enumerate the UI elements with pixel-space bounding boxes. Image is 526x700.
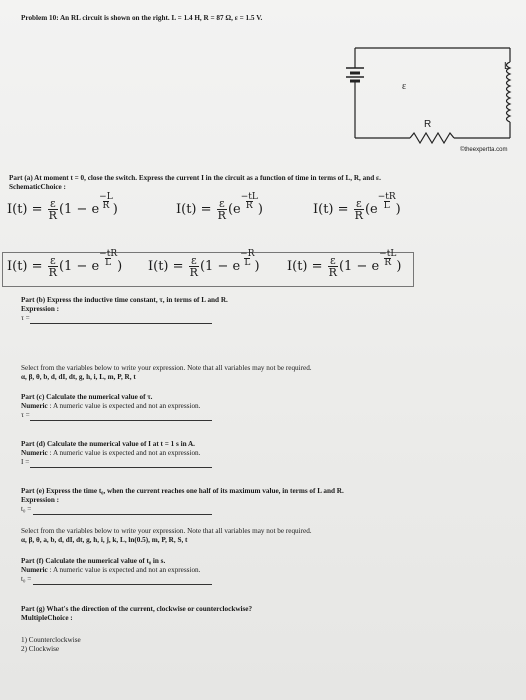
formula-fraction	[189, 255, 199, 278]
formula-base: (1 − e	[58, 259, 100, 274]
formula-close: )	[112, 202, 118, 217]
exponent-fraction	[99, 193, 113, 210]
formula-fraction	[328, 255, 338, 278]
watermark-text: ©theexpertta.com	[460, 147, 508, 153]
part-f-text: Part (f) Calculate the numerical value of t₀ in s.	[21, 557, 166, 565]
part-a-type: SchematicChoice :	[9, 183, 66, 191]
problem-header: Problem 10: An RL circuit is shown on the right. L = 1.4 H, R = 87 Ω, ε = 1.5 V.	[21, 14, 263, 22]
formula-denominator: R	[217, 209, 226, 222]
formula-fraction	[354, 198, 364, 221]
formula-denominator: R	[189, 266, 198, 279]
choice-option-1[interactable]	[7, 192, 118, 222]
choice-option-5[interactable]	[148, 249, 260, 279]
formula-lhs: I(t) =	[313, 202, 353, 217]
emf-label: ε	[402, 81, 407, 92]
formula-lhs: I(t) =	[287, 259, 327, 274]
rl-circuit-diagram	[330, 40, 520, 155]
formula-base: (e	[364, 202, 378, 217]
part-d-note: : A numeric value is expected and not an expression.	[49, 449, 201, 457]
choice-option-4[interactable]	[7, 249, 123, 279]
exponent-numerator: −L	[99, 192, 113, 202]
formula-lhs: I(t) =	[176, 202, 216, 217]
exponent-denominator: L	[105, 258, 112, 268]
formula-exponent	[379, 249, 396, 267]
exponent-numerator: −tR	[377, 192, 396, 202]
part-e-type: Expression :	[21, 496, 60, 504]
part-f-type: Numeric	[21, 566, 48, 574]
battery-symbol	[346, 68, 364, 81]
part-b-vars: α, β, θ, b, d, dI, dt, g, h, i, L, m, P, R, t	[21, 373, 136, 381]
exponent-denominator: L	[383, 201, 390, 211]
exponent-fraction	[379, 250, 396, 267]
part-g-text: Part (g) What's the direction of the current, clockwise or counterclockwise?	[21, 605, 253, 613]
formula-denominator: R	[328, 266, 337, 279]
part-d-text: Part (d) Calculate the numerical value of I at t = 1 s in A.	[21, 440, 195, 448]
part-d-answer-label: I =	[21, 458, 30, 466]
part-c-answer-field[interactable]	[30, 420, 212, 421]
choice-option-2[interactable]	[176, 192, 263, 222]
part-f-note: : A numeric value is expected and not an expression.	[49, 566, 201, 574]
formula-base: (1 − e	[199, 259, 241, 274]
formula-base: (e	[227, 202, 241, 217]
formula-base: (1 − e	[58, 202, 100, 217]
formula-denominator: R	[48, 209, 57, 222]
exponent-fraction	[99, 250, 117, 267]
exponent-fraction	[378, 193, 396, 210]
exponent-numerator: −tL	[379, 249, 397, 259]
part-g-type: MultipleChoice :	[21, 614, 73, 622]
part-b-vars-intro: Select from the variables below to write your expression. Note that all variables may not be required.	[21, 364, 312, 372]
resistor-symbol	[410, 133, 454, 143]
exponent-fraction	[241, 193, 258, 210]
exponent-numerator: −tL	[240, 192, 258, 202]
exponent-numerator: −R	[240, 249, 255, 259]
part-c-text: Part (c) Calculate the numerical value of τ.	[21, 393, 153, 401]
choice-option-6[interactable]	[287, 249, 402, 279]
formula-fraction	[48, 198, 58, 221]
formula-exponent	[240, 249, 254, 267]
formula-numerator: ε	[329, 254, 336, 267]
part-c-answer-label: τ =	[21, 411, 30, 419]
exponent-denominator: R	[384, 258, 392, 268]
formula-numerator: ε	[355, 197, 362, 210]
formula-exponent	[241, 192, 258, 210]
part-b-type: Expression :	[21, 305, 60, 313]
part-e-answer-label: t₀ =	[21, 505, 32, 513]
exponent-denominator: R	[102, 201, 110, 211]
part-e-text: Part (e) Express the time t₀, when the current reaches one half of its maximum value, in terms of L and R.	[21, 487, 344, 495]
formula-close: )	[254, 259, 260, 274]
formula-numerator: ε	[190, 254, 197, 267]
choice-clockwise[interactable]: 2) Clockwise	[21, 645, 60, 653]
part-b-text: Part (b) Express the inductive time constant, τ, in terms of L and R.	[21, 296, 228, 304]
resistor-label: R	[424, 119, 432, 130]
formula-numerator: ε	[49, 254, 56, 267]
inductor-label: L	[504, 61, 510, 72]
part-a-text: Part (a) At moment t = 0, close the switch. Express the current I in the circuit as a function of time in terms of L, R, and ε.	[9, 174, 381, 182]
formula-lhs: I(t) =	[7, 259, 47, 274]
exponent-denominator: R	[245, 201, 253, 211]
formula-numerator: ε	[218, 197, 225, 210]
formula-base: (1 − e	[338, 259, 380, 274]
formula-numerator: ε	[49, 197, 56, 210]
exponent-denominator: L	[244, 258, 251, 268]
formula-close: )	[117, 259, 123, 274]
formula-exponent	[99, 249, 117, 267]
formula-fraction	[48, 255, 58, 278]
part-c-note: : A numeric value is expected and not an expression.	[49, 402, 201, 410]
part-b-answer-label: τ =	[21, 314, 30, 322]
choice-counterclockwise[interactable]: 1) Counterclockwise	[21, 636, 81, 644]
exponent-numerator: −tR	[99, 249, 118, 259]
choice-option-3[interactable]	[313, 192, 401, 222]
part-e-vars-intro: Select from the variables below to write your expression. Note that all variables may not be required.	[21, 527, 312, 535]
formula-exponent	[99, 192, 113, 210]
formula-close: )	[396, 259, 402, 274]
part-e-vars: α, β, θ, a, b, d, dI, dt, g, h, i, j, k, L, ln(0.5), m, P, R, S, t	[21, 536, 188, 544]
formula-close: )	[257, 202, 263, 217]
formula-exponent	[378, 192, 396, 210]
part-b-answer-field[interactable]	[30, 323, 212, 324]
formula-lhs: I(t) =	[148, 259, 188, 274]
formula-close: )	[395, 202, 401, 217]
part-e-answer-field[interactable]	[33, 514, 212, 515]
formula-fraction	[217, 198, 227, 221]
part-d-answer-field[interactable]	[30, 467, 212, 468]
part-d-type: Numeric	[21, 449, 48, 457]
part-c-type: Numeric	[21, 402, 48, 410]
formula-denominator: R	[354, 209, 363, 222]
part-f-answer-field[interactable]	[33, 584, 212, 585]
formula-denominator: R	[48, 266, 57, 279]
part-f-answer-label: t₀ =	[21, 575, 32, 583]
formula-lhs: I(t) =	[7, 202, 47, 217]
exponent-fraction	[240, 250, 254, 267]
